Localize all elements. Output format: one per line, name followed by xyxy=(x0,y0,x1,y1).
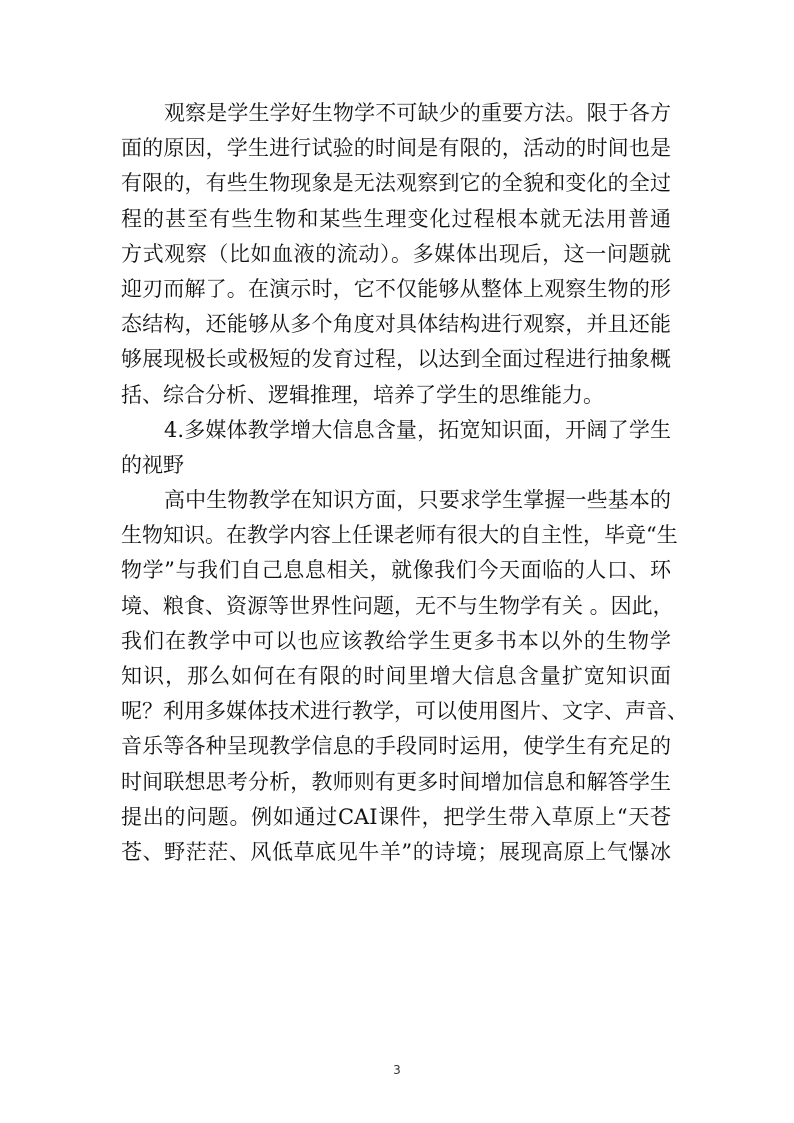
paragraph-1-line-6: 迎刃而解了。在演示时，它不仅能够从整体上观察生物的形 xyxy=(121,276,671,301)
paragraph-1-line-9: 括、综合分析、逻辑推理，培养了学生的思维能力。 xyxy=(121,382,604,407)
page-number: 3 xyxy=(393,1063,401,1077)
paragraph-3-line-3: 物学”与我们自己息息相关，就像我们今天面临的人口、环 xyxy=(121,558,671,583)
paragraph-3-line-6: 知识，那么如何在有限的时间里增大信息含量扩宽知识面 xyxy=(121,664,671,688)
paragraph-3-line-4: 境、粮食、资源等世界性问题，无不与生物学有关 。因此， xyxy=(121,593,674,618)
paragraph-3-line-8: 音乐等各种呈现教学信息的手段同时运用，使学生有充足的 xyxy=(121,734,671,759)
paragraph-3-line-7: 呢？利用多媒体技术进行教学，可以使用图片、文字、声音、 xyxy=(121,699,688,724)
paragraph-3-line-5: 我们在教学中可以也应该教给学生更多书本以外的生物学 xyxy=(121,628,671,653)
paragraph-1-line-7: 态结构，还能够从多个角度对具体结构进行观察，并且还能 xyxy=(121,312,671,337)
section-heading-line-2: 的视野 xyxy=(121,452,184,477)
paragraph-1-line-8: 够展现极长或极短的发育过程，以达到全面过程进行抽象概 xyxy=(121,347,671,372)
paragraph-1-line-4: 程的甚至有些生物和某些生理变化过程根本就无法用普通 xyxy=(121,206,671,231)
paragraph-3-line-1: 高中生物教学在知识方面，只要求学生掌握一些基本的 xyxy=(164,488,671,513)
paragraph-1-line-5: 方式观察（比如血液的流动）。多媒体出现后，这一问题就 xyxy=(121,241,671,266)
paragraph-3-line-11: 苍、野茫茫、风低草底见牛羊”的诗境；展现高原上气懪冰 xyxy=(121,839,671,864)
paragraph-1-line-1: 观察是学生学好生物学不可缺少的重要方法。限于各方 xyxy=(164,101,671,125)
paragraph-3-line-10: 提出的问题。例如通过CAI课件，把学生带入草原上“天苍 xyxy=(121,804,671,829)
body-text xyxy=(121,96,688,870)
section-heading-line-1: 4.多媒体教学增大信息含量，拓宽知识面，开阔了学生 xyxy=(164,417,671,442)
paragraph-3-line-2: 生物知识。在教学内容上任课老师有很大的自主性，毕竟“生 xyxy=(121,523,678,548)
paragraph-1-line-2: 面的原因，学生进行试验的时间是有限的，活动的时间也是 xyxy=(121,136,671,161)
paragraph-3-line-9: 时间联想思考分析，教师则有更多时间增加信息和解答学生 xyxy=(121,769,671,794)
paragraph-1-line-3: 有限的，有些生物现象是无法观察到它的全貌和变化的全过 xyxy=(121,171,671,196)
